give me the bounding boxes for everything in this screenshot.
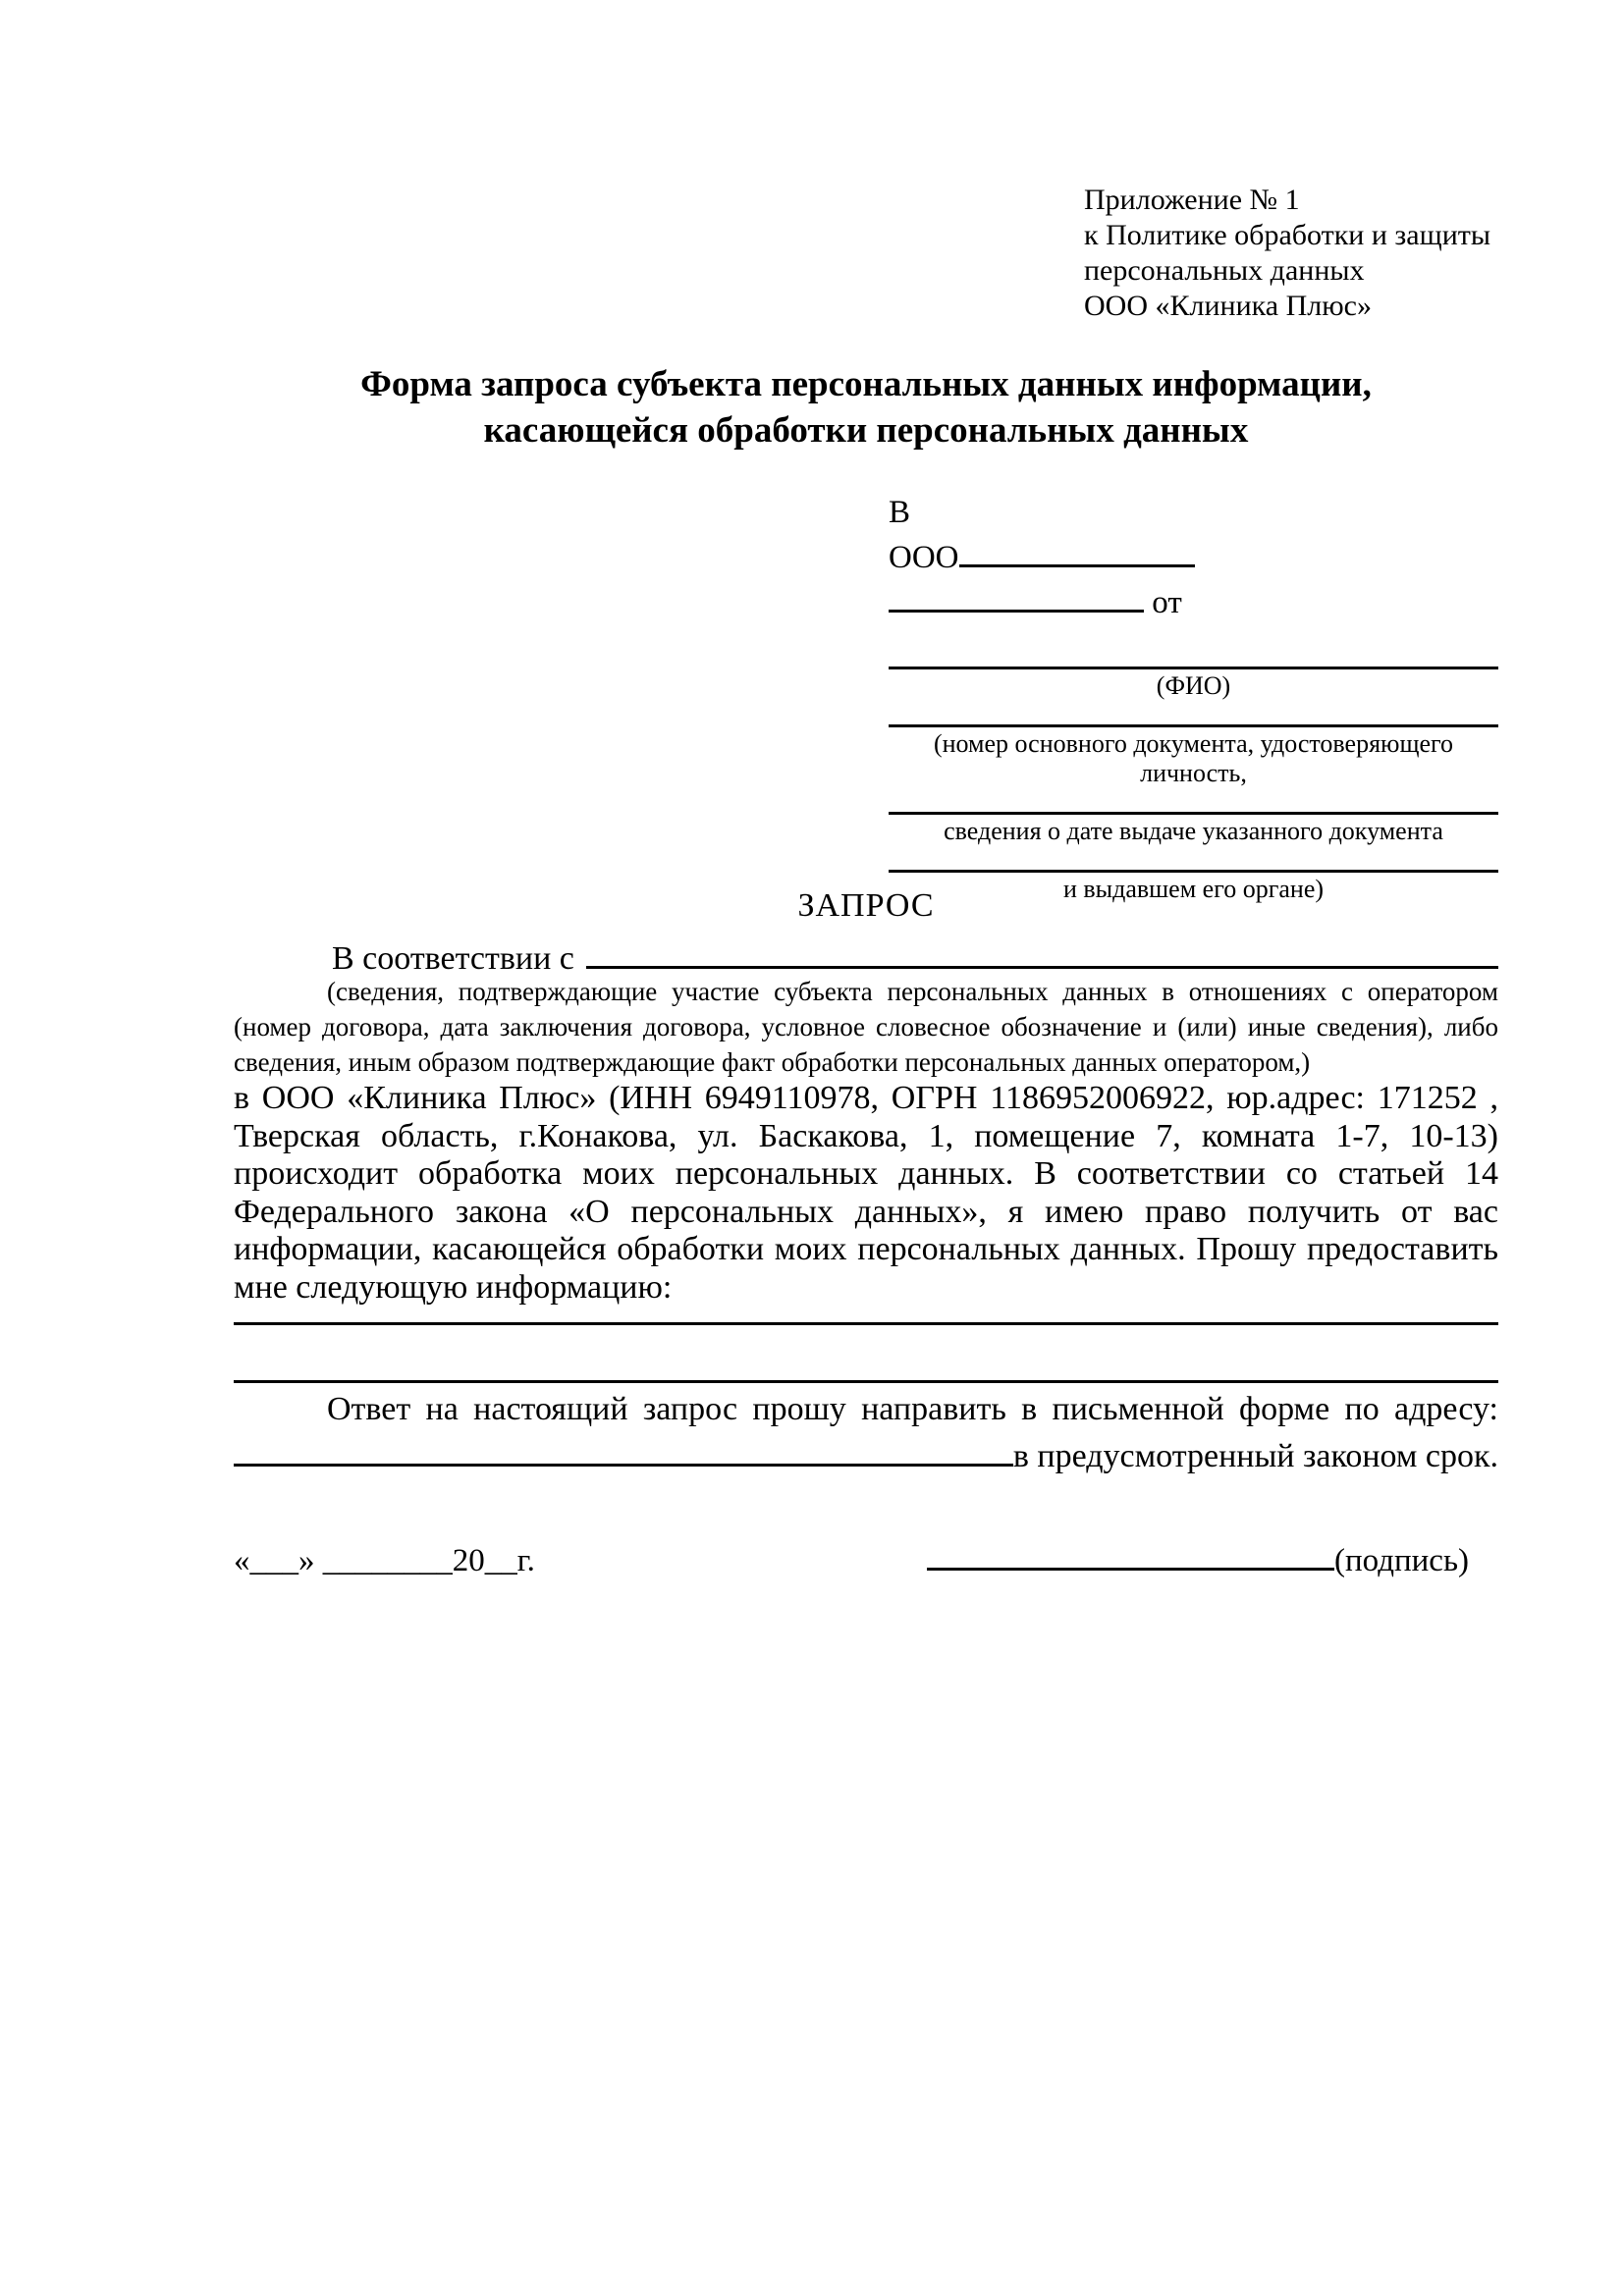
request-body-paragraph: в ООО «Клиника Плюс» (ИНН 6949110978, ОГРН 1186952006922, юр.адрес: 171252 , Тверская область, г.Конакова, ул. Баскакова, 1, помещение 7, комната 1-7, 10-13) происходит обработка моих персональных данных. В соответствии со статьей 14 Федерального закона «О персональных данных», я имею право получить от вас информации, касающейся обработки моих персональных данных. Прошу предоставить мне следующую информацию: — [234, 1080, 1498, 1306]
legal-basis-note: (сведения, подтверждающие участие субъекта персональных данных в отношениях с оператором (номер договора, дата заключения договора, условное словесное обозначение и (или) иные сведения), либо сведения, иным образом подтверждающие факт обработки персональных данных оператором,) — [234, 977, 1498, 1077]
document-title-line: касающейся обработки персональных данных — [483, 410, 1249, 451]
signature-caption: (подпись) — [1334, 1543, 1469, 1578]
date-signature-row — [234, 1536, 1498, 1580]
annex-reference-block — [1084, 183, 1490, 324]
annex-line: Приложение № 1 — [1084, 184, 1300, 216]
fio-caption: (ФИО) — [1156, 671, 1231, 700]
signature-group — [927, 1536, 1469, 1580]
legal-basis-prefix: В соответствии с — [332, 940, 574, 977]
requested-info-blank-line-2 — [234, 1380, 1498, 1383]
fio-blank-line — [889, 667, 1498, 669]
signature-blank-line — [927, 1536, 1334, 1571]
org-name-blank-line — [959, 535, 1195, 567]
reply-address-blank-line — [234, 1430, 1013, 1467]
annex-line: персональных данных — [1084, 254, 1365, 287]
issuing-authority-blank-line — [889, 870, 1498, 873]
document-title-line: Форма запроса субъекта персональных данных информации, — [360, 364, 1372, 404]
addressee-from-suffix: от — [1152, 585, 1182, 620]
document-number-blank-line — [889, 724, 1498, 727]
reply-address-row — [234, 1430, 1498, 1477]
request-heading: ЗАПРОС — [797, 887, 935, 924]
requested-info-blank-line-1 — [234, 1322, 1498, 1325]
reply-address-sentence: Ответ на настоящий запрос прошу направить в письменной форме по адресу: — [327, 1391, 1498, 1427]
reply-deadline-text: в предусмотренный законом срок. — [1012, 1438, 1498, 1474]
legal-basis-row — [234, 933, 1498, 979]
annex-line: ООО «Клиника Плюс» — [1084, 290, 1372, 322]
from-blank-line — [889, 580, 1144, 613]
date-blank-text: «___» ________20__г. — [234, 1543, 535, 1578]
addressee-block — [889, 491, 1498, 904]
issue-date-blank-line — [889, 812, 1498, 815]
addressee-from-row — [889, 580, 1498, 625]
request-body-block — [234, 974, 1498, 1477]
annex-line: к Политике обработки и защиты — [1084, 219, 1491, 251]
legal-basis-blank-line — [586, 933, 1498, 969]
document-number-caption: (номер основного документа, удостоверяющего личность, — [933, 729, 1454, 787]
addressee-org-row — [889, 535, 1498, 580]
issue-date-caption: сведения о дате выдаче указанного документа — [944, 817, 1443, 845]
addressee-org-prefix: ООО — [889, 540, 959, 575]
addressee-to: В — [889, 495, 911, 530]
document-title — [234, 361, 1498, 454]
issuing-authority-caption: и выдавшем его органе) — [1062, 875, 1325, 903]
